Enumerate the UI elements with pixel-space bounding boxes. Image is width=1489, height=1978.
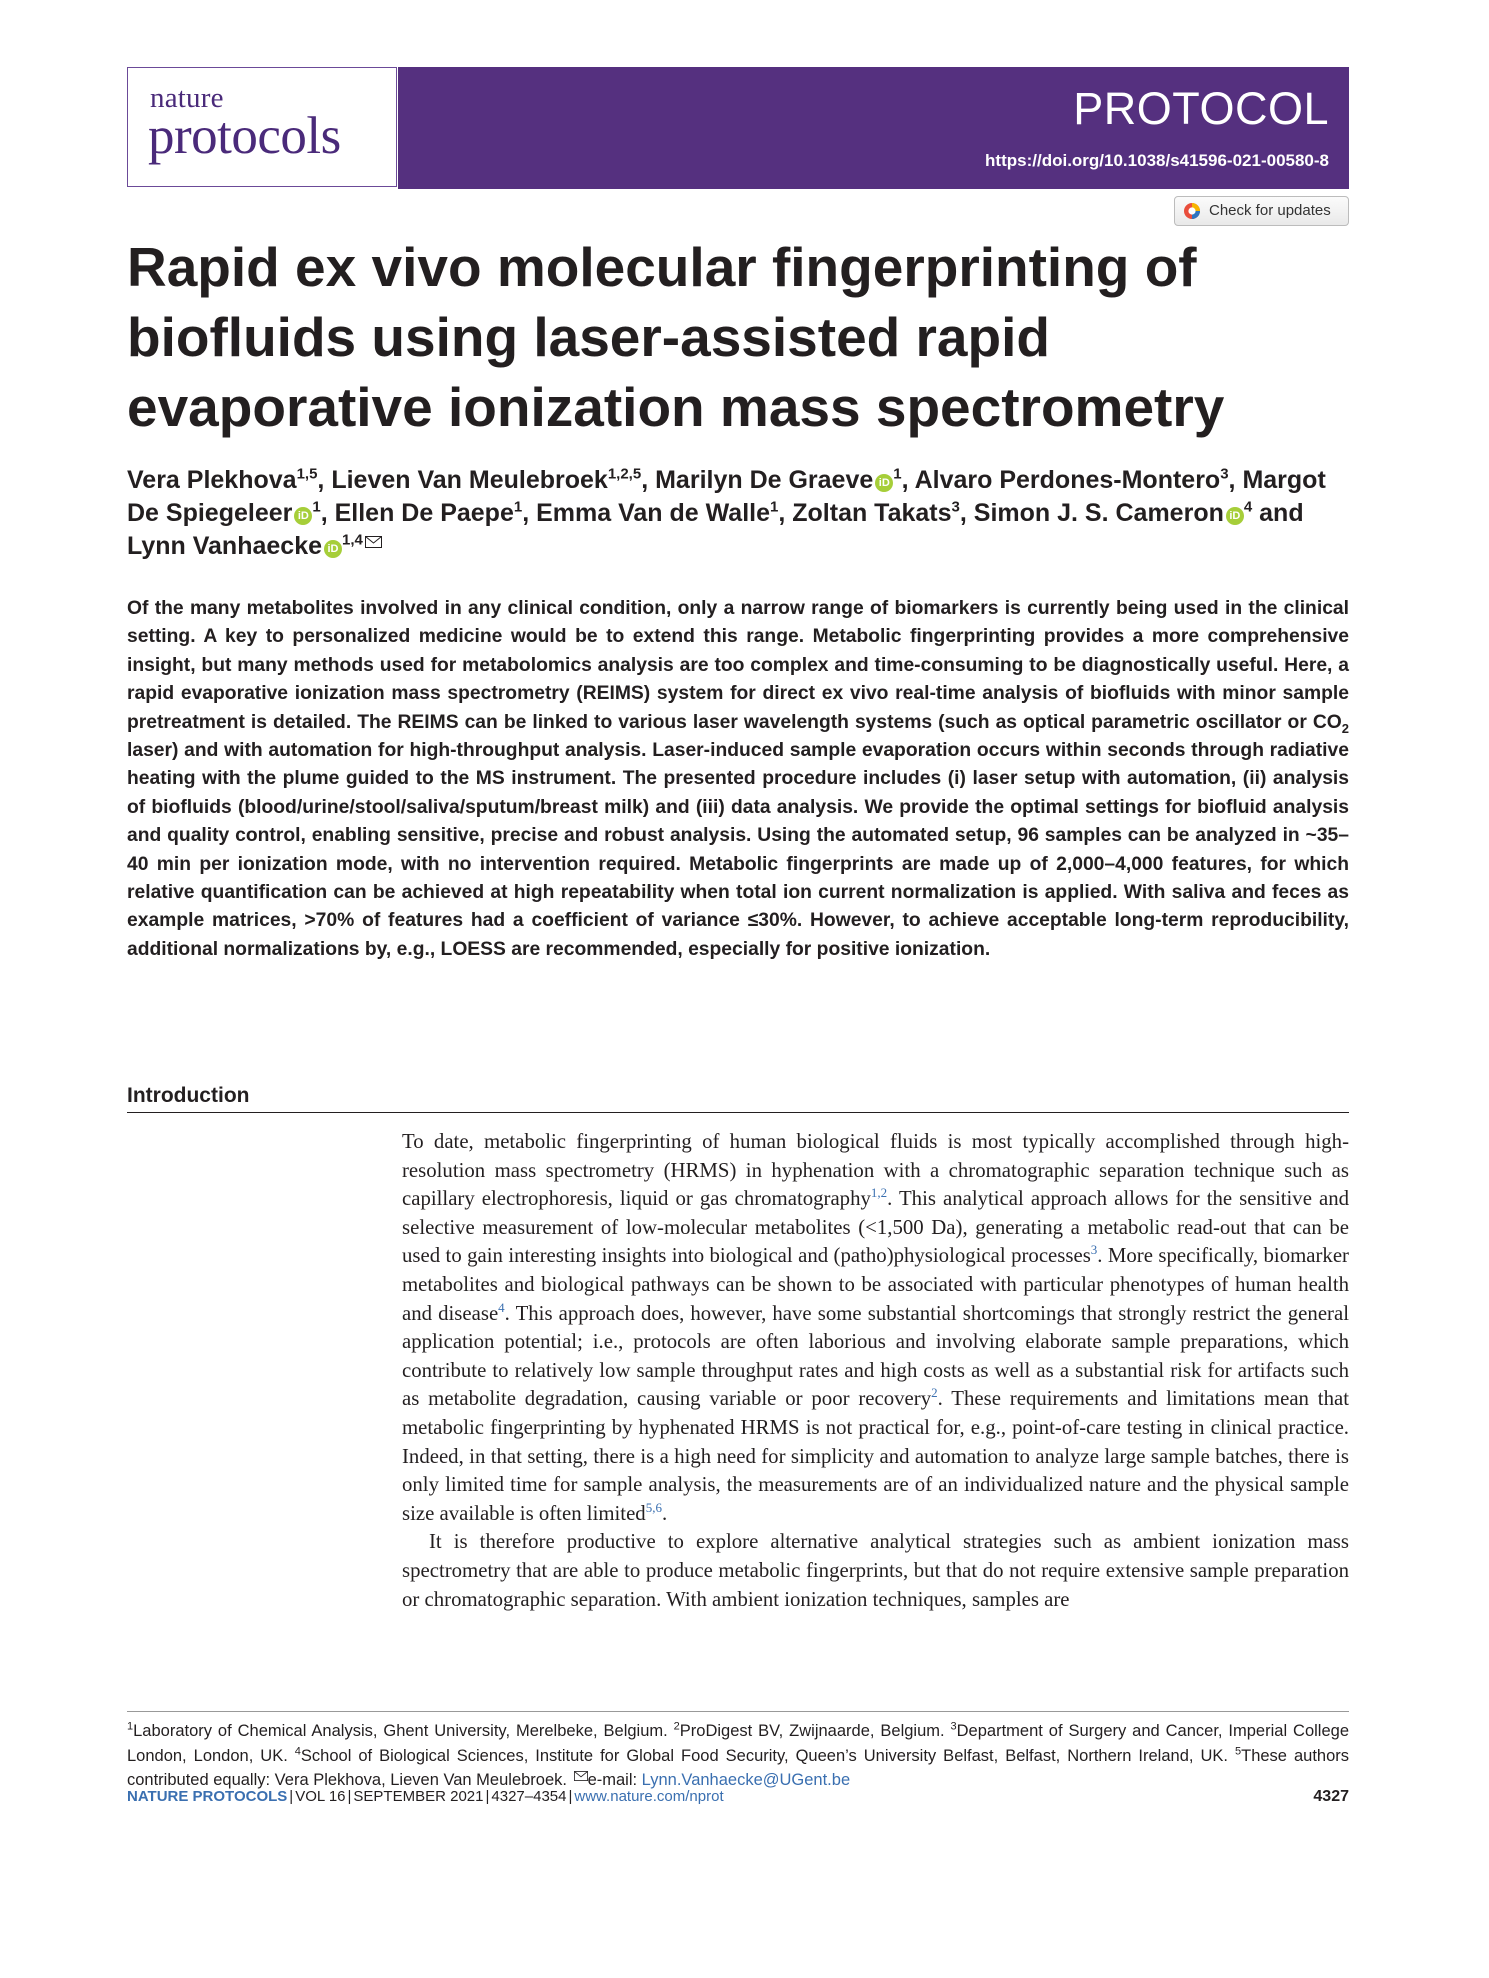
doi-link[interactable]: https://doi.org/10.1038/s41596-021-00580-8: [985, 151, 1329, 170]
introduction-text-segment: . More specifically, biomarker metabolites and biological pathways can be shown to be associated with particular phenotypes of human health and disease: [402, 1244, 1349, 1325]
author-conjunction: and: [1259, 499, 1304, 527]
abstract-text-part1: Of the many metabolites involved in any clinical condition, only a narrow range of biomarkers is currently being used in the clinical setting. A key to personalized medicine would be to extend this range. Metabolic fingerprinting provides a more comprehensive insight, but many methods used for metabolomics analysis are too complex and time-consuming to be diagnostically useful. Here, a rapid evaporative ionization mass spectrometry (REIMS) system for direct ex vivo real-time analysis of biofluids with minor sample pretreatment is detailed. The REIMS can be linked to various laser wavelength systems (such as optical parametric oscillator or CO: [127, 598, 1349, 733]
author-name[interactable]: Zoltan Takats: [792, 499, 952, 527]
journal-header: [127, 67, 1349, 189]
affiliation-4: School of Biological Sciences, Institute for Global Food Security, Queen’s University Belfast, Belfast, Northern Ireland, UK.: [300, 1746, 1235, 1765]
journal-logo[interactable]: [127, 67, 397, 187]
abstract-text-part2: laser) and with automation for high-throughput analysis. Laser-induced sample evaporation occurs within seconds through radiative heating with the plume guided to the MS instrument. The presented procedure includes (i) laser setup with automation, (ii) analysis of biofluids (blood/urine/stool/saliva/sputum/breast milk) and (iii) data analysis. We provide the optimal settings for biofluid analysis and quality control, enabling sensitive, precise and robust analysis. Using the automated setup, 96 samples can be analyzed in ~35–40 min per ionization mode, with no intervention required. Metabolic fingerprints are made up of 2,000–4,000 features, for which relative quantification can be achieved at high repeatability when total ion current normalization is applied. With saliva and feces as example matrices, >70% of features had a coefficient of variance ≤30%. However, to achieve acceptable long-term reproducibility, additional normalizations by, e.g., LOESS are recommended, especially for positive ionization.: [127, 740, 1349, 960]
aff-number: 4: [294, 1745, 301, 1758]
orcid-icon[interactable]: iD: [294, 507, 312, 525]
author-name[interactable]: Simon J. S. Cameron: [973, 499, 1224, 527]
section-divider: [127, 1112, 1349, 1113]
envelope-icon[interactable]: [365, 536, 382, 548]
aff-number: 5: [1234, 1745, 1242, 1758]
author-name[interactable]: Margot De Spiegeleer: [127, 466, 1326, 527]
corresponding-email-link[interactable]: Lynn.Vanhaecke@UGent.be: [641, 1771, 851, 1790]
introduction-heading: Introduction: [127, 1084, 250, 1107]
introduction-text-segment: . These requirements and limitations mean that metabolic fingerprinting by hyphenated HRMS is not practical for, e.g., point-of-care testing in clinical practice. Indeed, in that setting, there is a high need for simplicity and automation to analyze large sample batches, there is only limited time for sample analysis, the measurements are of an individualized nature and the physical sample size available is often limited: [402, 1387, 1349, 1525]
citation-reference[interactable]: 3: [1090, 1242, 1098, 1258]
author-list: Vera Plekhova$^{1,5}$, Lieven Van Meulebroek$^{1,2,5}$, Marilyn De Graeve $iD^1$, Alvaro Perdones-Montero$^3$, Margot De Spiegeleer $iD^1$, Ellen De Paepe$^1$, Emma Van de Walle$^1$, Zoltan Takats$^3$, Simon J. S. Cameron $iD^4$ and Lynn Vanhaecke iD$^{1,4}$: [127, 465, 1326, 560]
affiliation-1: Laboratory of Chemical Analysis, Ghent University, Merelbeke, Belgium.: [133, 1722, 674, 1740]
author-affiliation: 1,4: [342, 531, 363, 549]
abstract-subscript: 2: [1341, 720, 1349, 736]
affiliation-5: These authors contributed equally: Vera Plekhova, Lieven Van Meulebroek.: [127, 1746, 1350, 1790]
author-affiliation: 3: [951, 498, 960, 516]
author-name[interactable]: Alvaro Perdones-Montero: [914, 466, 1221, 494]
footnote-divider: [127, 1711, 1349, 1712]
author-affiliation: 4: [1243, 498, 1253, 516]
author-name[interactable]: Marilyn De Graeve: [655, 466, 874, 494]
author-name[interactable]: Vera Plekhova: [127, 466, 297, 494]
affiliation-2: ProDigest BV, Zwijnaarde, Belgium.: [679, 1722, 951, 1740]
citation-reference[interactable]: 5,6: [645, 1499, 662, 1515]
aff-number: 3: [950, 1720, 957, 1733]
introduction-text-segment: .: [661, 1501, 668, 1525]
article-title: Rapid ex vivo molecular fingerprinting of biofluids using laser-assisted rapid evaporative ionization mass spectrometry: [127, 236, 1225, 438]
check-updates-icon: [1183, 202, 1201, 220]
author-affiliation: 1: [312, 498, 321, 516]
affiliation-3: Department of Surgery and Cancer, Imperial College London, London, UK.: [127, 1722, 1349, 1765]
introduction-paragraph-2: It is therefore productive to explore alternative analytical strategies such as ambient ionization mass spectrometry that are able to produce metabolic fingerprints, but that do not require extensive sample preparation or chromatographic separation. With ambient ionization techniques, samples are: [402, 1530, 1349, 1611]
abstract: [127, 595, 1349, 964]
author-affiliation: 1,2,5: [607, 465, 642, 483]
email-label: e-mail:: [587, 1771, 642, 1790]
footer-volume: VOL 16: [295, 1788, 346, 1805]
introduction-body: [402, 1128, 1349, 1614]
article-type-label: PROTOCOL: [1073, 83, 1329, 134]
citation-reference[interactable]: 4: [498, 1299, 505, 1315]
author-affiliation: 1: [513, 498, 523, 516]
header-band: [398, 67, 1349, 189]
author-affiliation: 1: [893, 465, 902, 483]
citation-reference[interactable]: 1,2: [870, 1185, 888, 1201]
logo-protocols-text: protocols: [148, 107, 341, 165]
aff-number: 2: [673, 1720, 680, 1733]
author-affiliation: 1,5: [296, 465, 318, 483]
page-number: 4327: [1313, 1788, 1349, 1805]
introduction-text-segment: . This analytical approach allows for the sensitive and selective measurement of low-molecular metabolites (<1,500 Da), generating a metabolic read-out that can be used to gain interesting insights into biological and (patho)physiological processes: [402, 1187, 1349, 1268]
orcid-icon[interactable]: iD: [1226, 507, 1244, 525]
author-name[interactable]: Lynn Vanhaecke: [127, 532, 322, 560]
check-for-updates-button[interactable]: [1174, 196, 1349, 226]
author-name[interactable]: Lieven Van Meulebroek: [331, 466, 608, 494]
citation-reference[interactable]: 2: [931, 1385, 938, 1401]
introduction-paragraph-1: [402, 1128, 1349, 1528]
author-affiliation: 1: [770, 498, 779, 516]
orcid-icon[interactable]: iD: [875, 474, 893, 492]
footer-journal-link[interactable]: www.nature.com/nprot: [574, 1788, 724, 1805]
aff-number: 1: [127, 1720, 134, 1733]
orcid-icon[interactable]: iD: [324, 540, 342, 558]
introduction-text-segment: . This approach does, however, have some substantial shortcomings that strongly restrict the general application potential; i.e., protocols are often laborious and involving elaborate sample preparations, which contribute to relatively low sample throughput rates and high costs as well as a substantial risk for artifacts such as metabolite degradation, causing variable or poor recovery: [402, 1301, 1349, 1411]
check-updates-label: Check for updates: [1209, 202, 1331, 219]
author-name[interactable]: Emma Van de Walle: [536, 499, 770, 527]
footer-journal-name: NATURE PROTOCOLS: [127, 1788, 288, 1805]
affiliations: [127, 1719, 1349, 1793]
author-name[interactable]: Ellen De Paepe: [334, 499, 514, 527]
footer-date: SEPTEMBER 2021: [353, 1788, 484, 1805]
footer-pages: 4327–4354: [491, 1788, 567, 1805]
logo-nature-text: nature: [150, 82, 224, 114]
envelope-icon: [574, 1771, 588, 1781]
introduction-text-segment: To date, metabolic fingerprinting of human biological fluids is most typically accomplished through high-resolution mass spectrometry (HRMS) in hyphenation with a chromatographic separation technique such as capillary electrophoresis, liquid or gas chromatography: [402, 1130, 1349, 1211]
author-affiliation: 3: [1220, 465, 1229, 483]
